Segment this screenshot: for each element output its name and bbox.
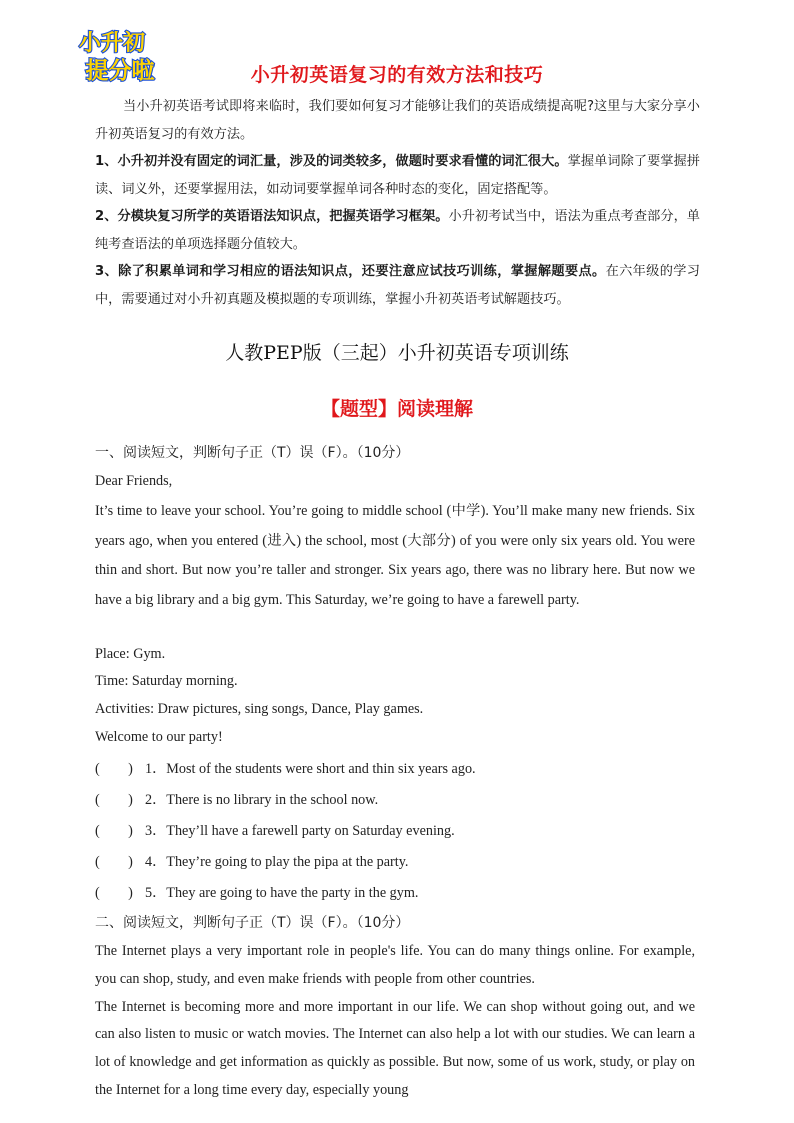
tip-3: [95, 258, 700, 313]
tip-1: [95, 148, 700, 203]
section-2-passage: [95, 938, 695, 1105]
training-subtitle: 人教PEP版（三起）小升初英语专项训练: [225, 342, 569, 364]
intro-paragraph: 当小升初英语考试即将来临时，我们要如何复习才能够让我们的英语成绩提高呢?这里与大家分享小升初英语复习的有效方法。: [95, 99, 700, 142]
tip-3-text: 在六年级的学习中，需要通过对小升初真题及模拟题的专项训练，掌握小升初英语考试解题技巧。: [95, 264, 700, 307]
question-type-heading: 【题型】阅读理解: [320, 398, 473, 420]
party-welcome: Welcome to our party!: [95, 729, 223, 745]
answer-blank[interactable]: ( ): [95, 761, 133, 777]
party-place: Place: Gym.: [95, 646, 166, 662]
tip-2: [95, 203, 700, 258]
question-text: 5．They are going to have the party in the gym.: [145, 885, 419, 901]
tip-2-bold: 2、分模块复习所学的英语语法知识点，把握英语学习框架。: [95, 209, 449, 224]
document-title: 小升初英语复习的有效方法和技巧: [250, 64, 544, 86]
question-text: 4．They’re going to play the pipa at the party.: [145, 854, 409, 870]
letter-greeting: Dear Friends,: [95, 473, 173, 489]
answer-blank[interactable]: ( ): [95, 823, 133, 839]
answer-blank[interactable]: ( ): [95, 854, 133, 870]
section-2-paragraph-1: The Internet plays a very important role in people's life. You can do many things online. For example, you can shop, study, and even make friends with people from other countries.: [95, 943, 695, 987]
question-2: [95, 789, 378, 809]
section-2-paragraph-2: The Internet is becoming more and more important in our life. We can shop without going out, and we can also listen to music or watch movies. The Internet can also help a lot with our studies. We can learn a lot of knowledge and get information as quickly as possible. But now, some of us work, study, or play on the Internet for a long time every day, especially young: [95, 998, 695, 1098]
tip-1-text: 掌握单词除了要掌握拼读、词义外，还要掌握用法，如动词要掌握单词各种时态的变化，固定搭配等。: [95, 154, 700, 197]
question-1: [95, 758, 476, 778]
logo-text-line2: 提分啦: [85, 58, 155, 84]
tip-3-bold: 3、除了积累单词和学习相应的语法知识点，还要注意应试技巧训练，掌握解题要点。: [95, 264, 606, 279]
section-1-title: 一、阅读短文，判断句子正（T）误（F）。（10分）: [95, 445, 410, 461]
question-3: [95, 820, 455, 840]
question-text: 2．There is no library in the school now.: [145, 792, 379, 808]
question-text: 3．They’ll have a farewell party on Saturday evening.: [145, 823, 455, 839]
party-time: Time: Saturday morning.: [95, 673, 238, 689]
party-activities: Activities: Draw pictures, sing songs, Dance, Play games.: [95, 701, 424, 717]
section-1-passage: It’s time to leave your school. You’re going to middle school (中学). You’ll make many new friends. Six years ago, when you entered (进入) the school, most (大部分) of you were only six years old. You were thin and short. But now you’re taller and stronger. Six years ago, there was no library here. But now we have a big library and a big gym. This Saturday, we’re going to have a farewell party.: [95, 503, 695, 608]
tip-2-text: 小升初考试当中，语法为重点考查部分，单纯考查语法的单项选择题分值较大。: [95, 209, 700, 252]
section-2-title: 二、阅读短文，判断句子正（T）误（F）。（10分）: [95, 915, 410, 931]
question-4: [95, 851, 408, 871]
logo-text-line1: 小升初: [78, 31, 146, 56]
answer-blank[interactable]: ( ): [95, 885, 133, 901]
question-text: 1．Most of the students were short and thin six years ago.: [145, 761, 476, 777]
tip-1-bold: 1、小升初并没有固定的词汇量，涉及的词类较多，做题时要求看懂的词汇很大。: [95, 154, 568, 169]
answer-blank[interactable]: ( ): [95, 792, 133, 808]
question-5: [95, 882, 418, 902]
